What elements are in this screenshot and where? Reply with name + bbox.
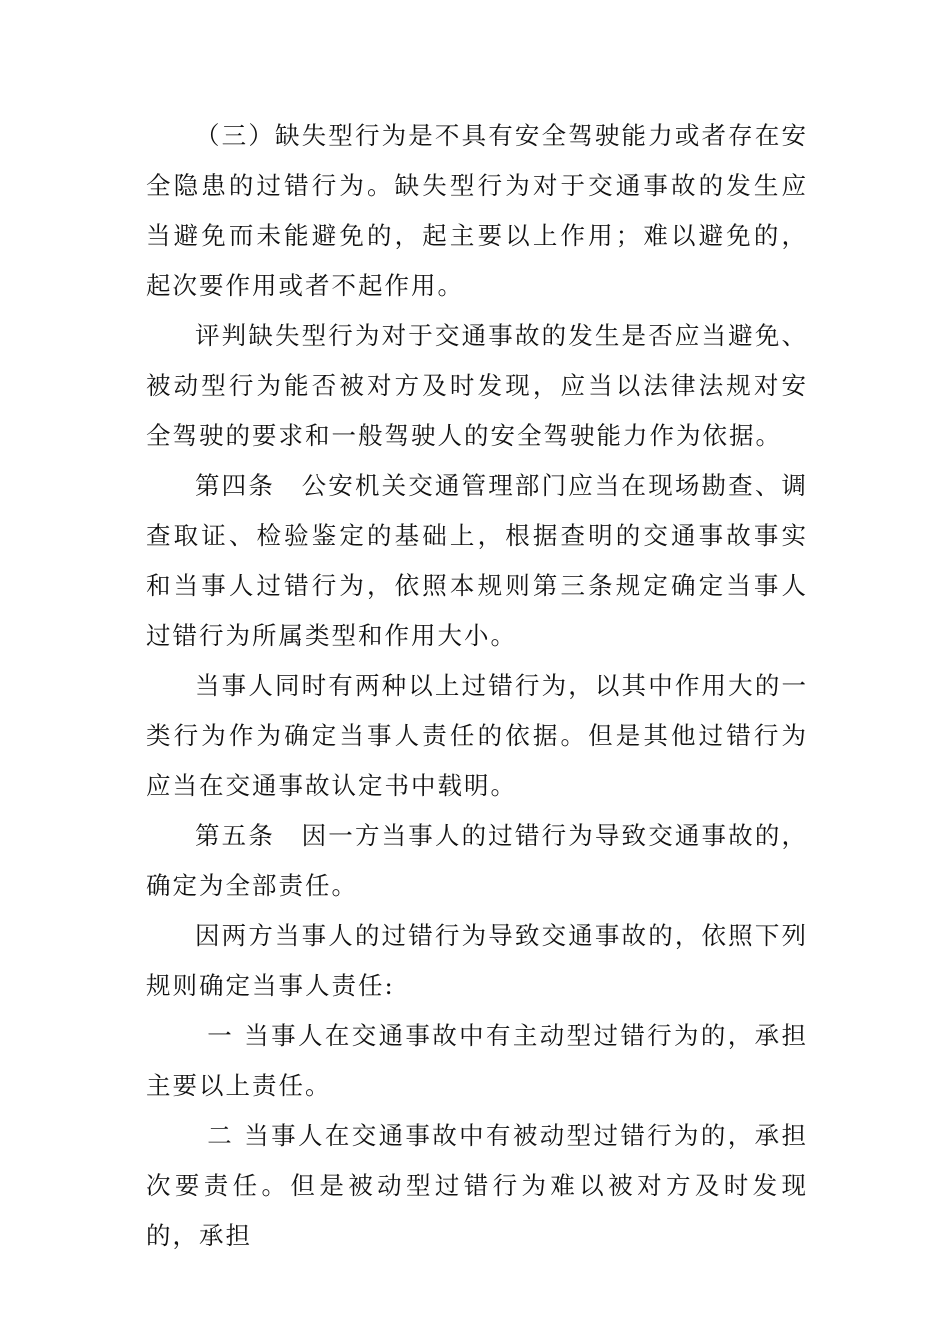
- paragraph-evaluation-basis: 评判缺失型行为对于交通事故的发生是否应当避免、被动型行为能否被对方及时发现，应当以法律法规对安全驾驶的要求和一般驾驶人的安全驾驶能力作为依据。: [146, 321, 808, 450]
- paragraph-multiple-faults: 当事人同时有两种以上过错行为，以其中作用大的一类行为作为确定当事人责任的依据。但是其他过错行为应当在交通事故认定书中载明。: [146, 671, 808, 800]
- paragraph-article-five: 第五条 因一方当事人的过错行为导致交通事故的，确定为全部责任。: [146, 821, 808, 900]
- paragraph-deficiency-behavior: （三）缺失型行为是不具有安全驾驶能力或者存在安全隐患的过错行为。缺失型行为对于交通事故的发生应当避免而未能避免的，起主要以上作用；难以避免的，起次要作用或者不起作用。: [146, 121, 808, 300]
- list-item-active-fault: 一 当事人在交通事故中有主动型过错行为的，承担主要以上责任。: [146, 1021, 808, 1100]
- document-body: [146, 111, 808, 1261]
- paragraph-article-four: 第四条 公安机关交通管理部门应当在现场勘查、调查取证、检验鉴定的基础上，根据查明的交通事故事实和当事人过错行为，依照本规则第三条规定确定当事人过错行为所属类型和作用大小。: [146, 471, 808, 650]
- paragraph-two-parties-rules: 因两方当事人的过错行为导致交通事故的，依照下列规则确定当事人责任:: [146, 921, 808, 1000]
- list-item-passive-fault: 二 当事人在交通事故中有被动型过错行为的，承担次要责任。但是被动型过错行为难以被对方及时发现的，承担: [146, 1121, 808, 1250]
